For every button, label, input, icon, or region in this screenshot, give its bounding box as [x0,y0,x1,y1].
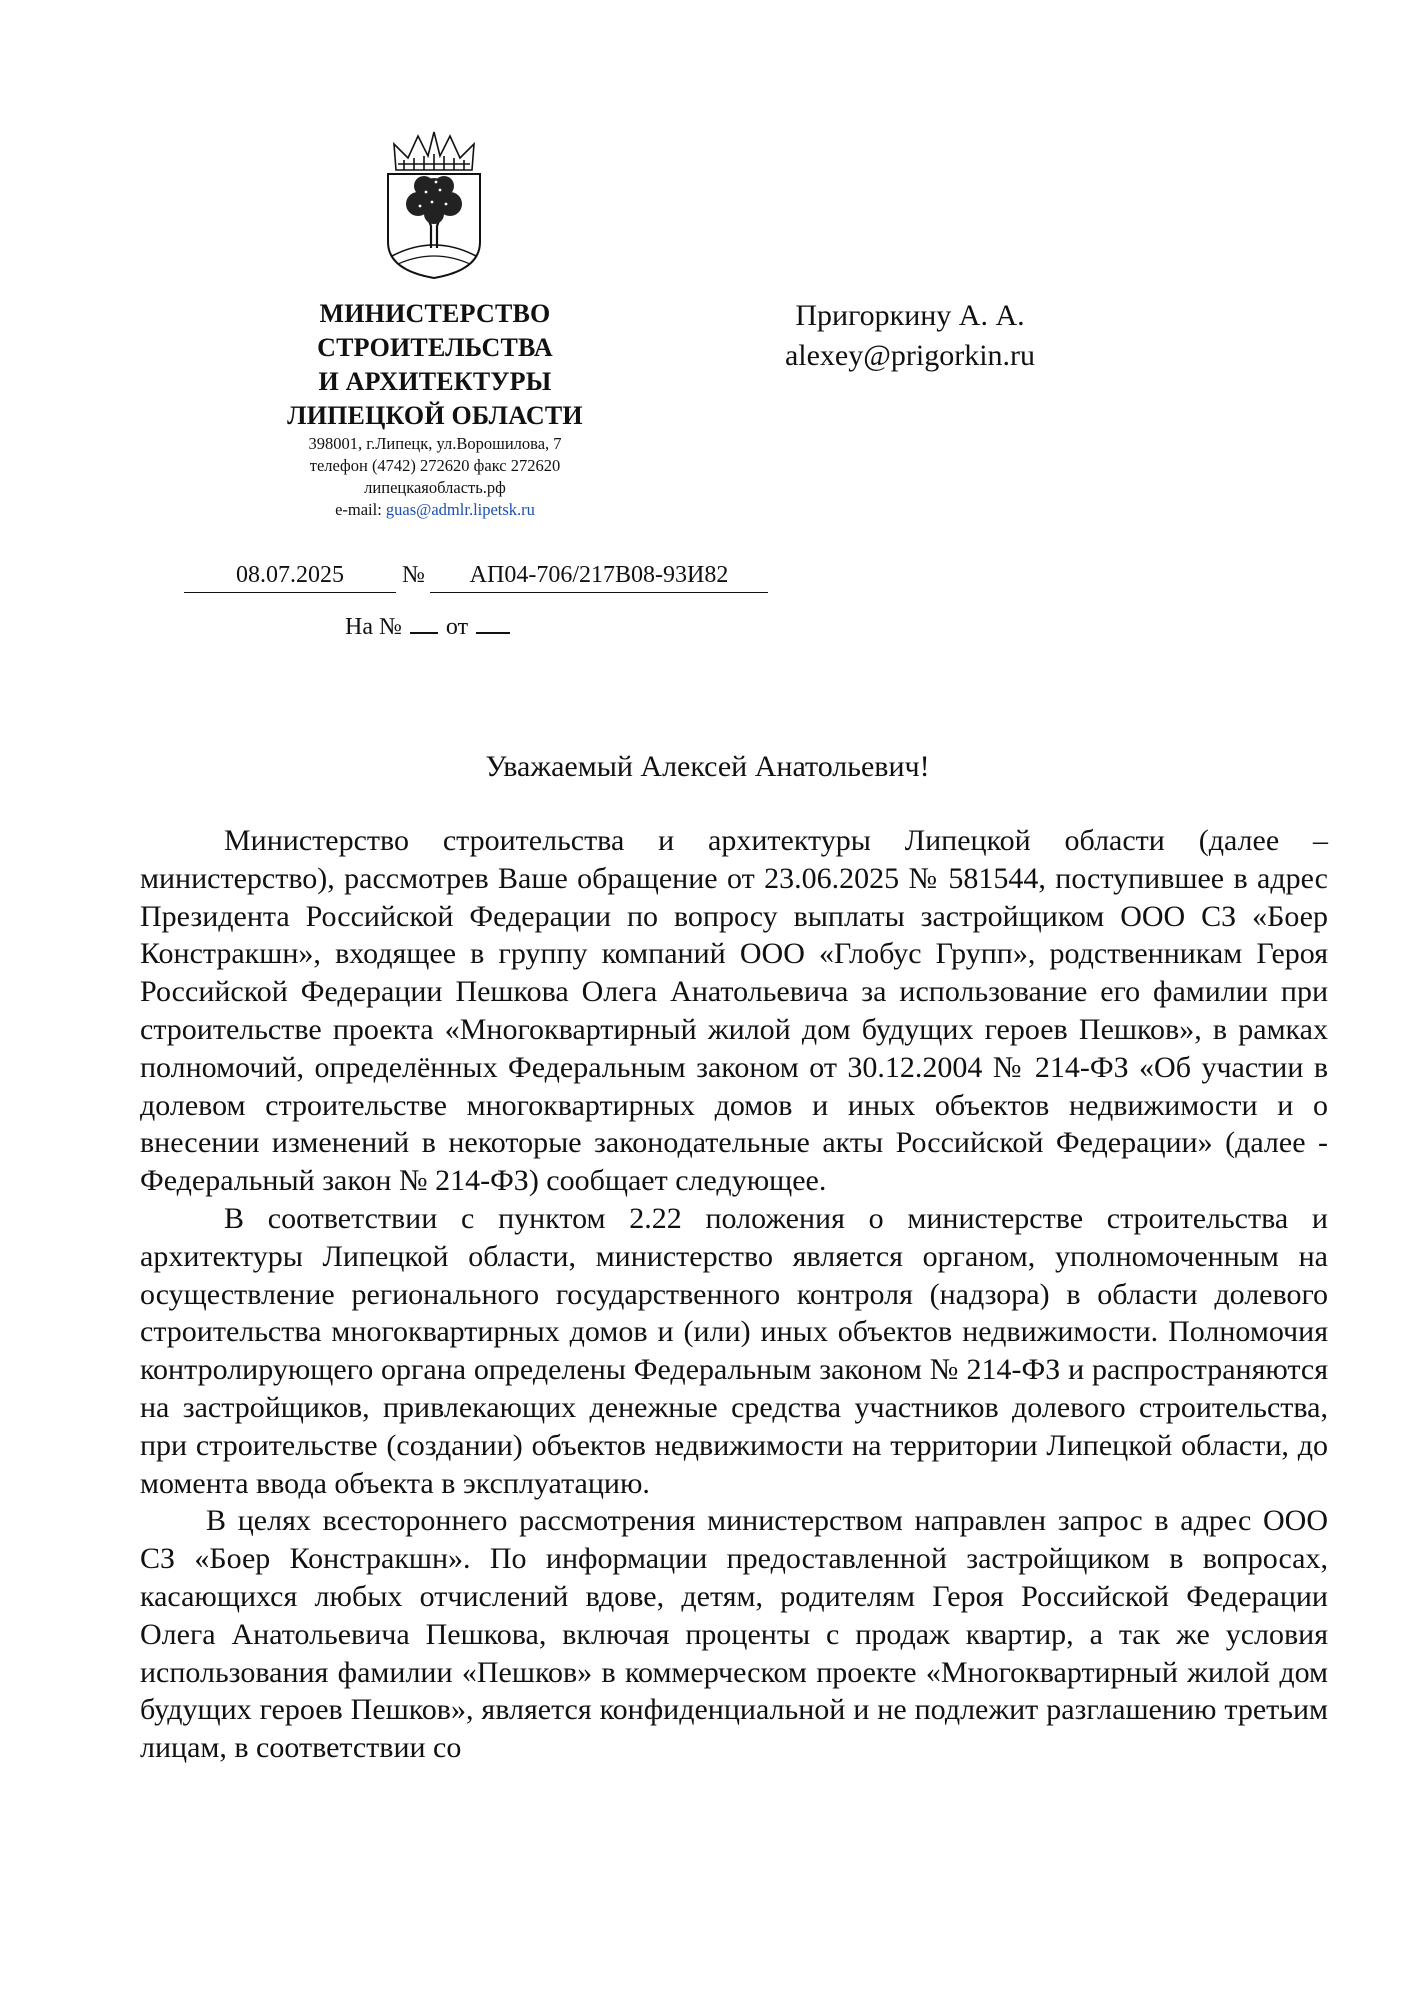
letter-body [140,822,1328,1767]
paragraph: Министерство строительства и архитектуры Липецкой области (далее – министерство), рассмотрев Ваше обращение от 23.06.2025 № 581544, поступившее в адрес Президента Российской Федерации по вопросу выплаты застройщиком ООО СЗ «Боер Констракшн», входящее в группу компаний ООО «Глобус Групп», родственникам Героя Российской Федерации Пешкова Олега Анатольевича за использование его фамилии при строительстве проекта «Многоквартирный жилой дом будущих героев Пешков», в рамках полномочий, определённых Федеральным законом от 30.12.2004 № 214-ФЗ «Об участии в долевом строительстве многоквартирных домов и иных объектов недвижимости и о внесении изменений в некоторые законодательные акты Российской Федерации» (далее - Федеральный закон № 214-ФЗ) сообщает следующее. [140,824,1328,1198]
paragraph: В соответствии с пунктом 2.22 положения о министерстве строительства и архитектуры Липецкой области, министерство является органом, уполномоченным на осуществление регионального государственного контроля (надзора) в области долевого строительства многоквартирных домов и (или) иных объектов недвижимости. Полномочия контролирующего органа определены Федеральным законом № 214-ФЗ и распространяются на застройщиков, привлекающих денежные средства участников долевого строительства, при строительстве (создании) объектов недвижимости на территории Липецкой области, до момента ввода объекта в эксплуатацию. [140,1201,1328,1500]
reply-reference [345,612,510,642]
salutation: Уважаемый Алексей Анатольевич! [485,750,930,783]
org-address: 398001, г.Липецк, ул.Ворошилова, 7 [308,434,562,453]
registration-number: АП04-706/217В08-93И82 [430,560,768,593]
registration-date: 08.07.2025 [184,560,396,593]
recipient-email: alexey@prigorkin.ru [784,339,1036,372]
sender-block [250,297,620,521]
registration-number-label: № [402,562,425,588]
org-email-label: e-mail: [335,500,382,519]
reply-date-blank [476,632,510,634]
reply-prefix: На № [345,614,402,640]
org-name-line-3: И АРХИТЕКТУРЫ [318,367,552,396]
reply-from-label: от [445,614,469,640]
org-name-line-1: МИНИСТЕРСТВО [319,299,551,328]
org-name-line-4: ЛИПЕЦКОЙ ОБЛАСТИ [287,401,583,430]
paragraph: В целях всестороннего рассмотрения министерством направлен запрос в адрес ООО СЗ «Боер Констракшн». По информации предоставленной застройщиком в вопросах, касающихся любых отчислений вдове, детям, родителям Героя Российской Федерации Олега Анатольевича Пешкова, включая проценты с продаж квартир, а так же условия использования фамилии «Пешков» в коммерческом проекте «Многоквартирный жилой дом будущих героев Пешков», является конфиденциальной и не подлежит разглашению третьим лицам, в соответствии со [140,1504,1328,1765]
org-name-line-2: СТРОИТЕЛЬСТВА [317,333,553,362]
recipient-block [745,296,1075,376]
lipetsk-coat-of-arms-icon [384,130,484,280]
org-email-line [250,499,620,521]
recipient-name: Пригоркину А. А. [795,299,1025,332]
org-phone: телефон (4742) 272620 факс 272620 [309,456,561,475]
org-website: липецкаяобласть.рф [364,478,506,497]
reply-number-blank [410,632,438,634]
org-email-link[interactable]: guas@admlr.lipetsk.ru [385,500,535,519]
